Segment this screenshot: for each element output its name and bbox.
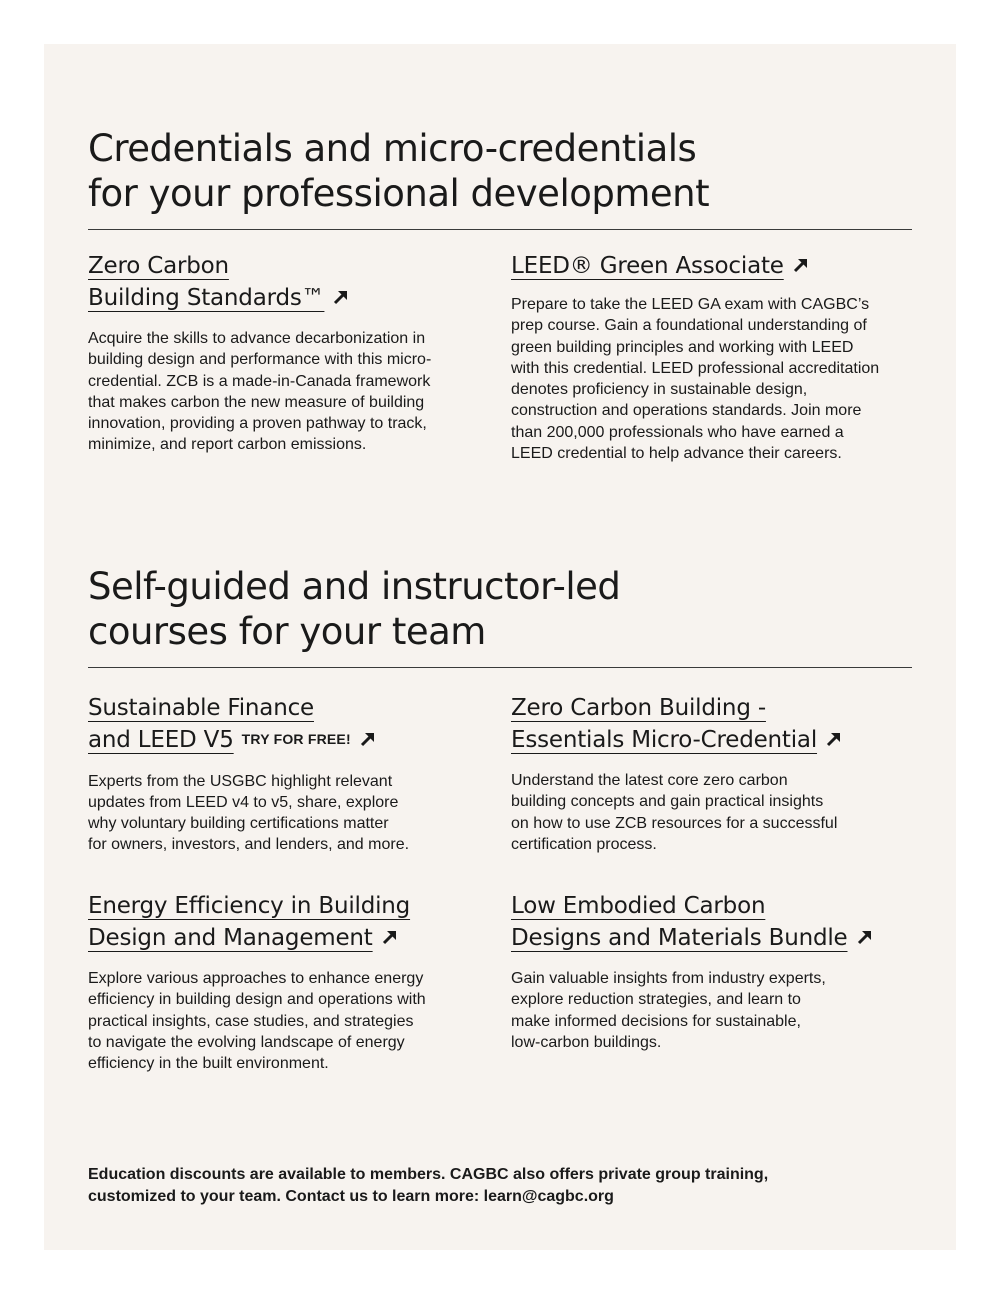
section-title-courses <box>88 564 912 654</box>
card-low-embodied-carbon <box>511 890 921 1053</box>
card-title-line: Zero Carbon Building - <box>511 695 766 721</box>
card-title-line: Design and Management <box>88 925 373 951</box>
card-title-line: Sustainable Finance <box>88 695 314 721</box>
desc-line: certification process. <box>511 835 657 853</box>
desc-line: to navigate the evolving landscape of energy <box>88 1033 405 1051</box>
card-title-line: Designs and Materials Bundle <box>511 925 848 951</box>
section-divider <box>88 667 912 668</box>
arrow-up-right-icon <box>792 256 810 274</box>
desc-line: building design and performance with this micro- <box>88 351 432 369</box>
desc-line: efficiency in the built environment. <box>88 1055 329 1073</box>
card-title-link[interactable] <box>511 692 921 756</box>
desc-line: for owners, investors, and lenders, and more. <box>88 836 410 854</box>
desc-line: efficiency in building design and operations with <box>88 991 426 1009</box>
card-description <box>511 770 921 855</box>
desc-line: low-carbon buildings. <box>511 1033 662 1051</box>
desc-line: make informed decisions for sustainable, <box>511 1012 801 1030</box>
footer-line: customized to your team. Contact us to learn more: learn@cagbc.org <box>88 1187 614 1205</box>
card-description <box>88 771 488 856</box>
desc-line: practical insights, case studies, and strategies <box>88 1012 414 1030</box>
card-description <box>511 968 921 1053</box>
desc-line: innovation, providing a proven pathway to track, <box>88 415 427 433</box>
section-title-credentials <box>88 126 912 216</box>
card-title-line: Zero Carbon <box>88 253 229 279</box>
card-title-link[interactable] <box>88 890 488 954</box>
card-description <box>88 968 488 1074</box>
desc-line: LEED credential to help advance their careers. <box>511 445 842 463</box>
card-title-link[interactable] <box>88 250 488 314</box>
section-title-line: Credentials and micro-credentials <box>88 127 697 170</box>
desc-line: minimize, and report carbon emissions. <box>88 436 367 454</box>
card-zero-carbon-building-essentials <box>511 692 921 855</box>
desc-line: updates from LEED v4 to v5, share, explore <box>88 793 399 811</box>
section-title-line: Self-guided and instructor-led <box>88 565 621 608</box>
desc-line: than 200,000 professionals who have earned a <box>511 423 844 441</box>
card-description <box>511 294 921 464</box>
arrow-up-right-icon <box>332 288 350 306</box>
arrow-up-right-icon <box>825 730 843 748</box>
desc-line: building concepts and gain practical insights <box>511 793 824 811</box>
desc-line: Explore various approaches to enhance energy <box>88 970 424 987</box>
card-title-line: Low Embodied Carbon <box>511 893 766 919</box>
page-panel <box>44 44 956 1250</box>
card-title-line: LEED® Green Associate <box>511 253 784 279</box>
footer-note <box>88 1164 768 1207</box>
card-title-link[interactable] <box>511 250 921 282</box>
desc-line: green building principles and working with LEED <box>511 338 854 356</box>
footer-line: Education discounts are available to members. CAGBC also offers private group training, <box>88 1166 769 1183</box>
desc-line: Understand the latest core zero carbon <box>511 772 788 789</box>
card-description <box>88 328 488 456</box>
card-energy-efficiency <box>88 890 488 1074</box>
card-title-line: Building Standards™ <box>88 285 325 311</box>
card-sustainable-finance-leed-v5 <box>88 692 488 856</box>
section-title-line: for your professional development <box>88 172 710 215</box>
desc-line: explore reduction strategies, and learn to <box>511 991 801 1009</box>
card-leed-green-associate <box>511 250 921 464</box>
desc-line: credential. ZCB is a made-in-Canada framework <box>88 372 431 390</box>
desc-line: Prepare to take the LEED GA exam with CAGBC’s <box>511 296 870 313</box>
desc-line: denotes proficiency in sustainable design, <box>511 381 808 399</box>
section-title-line: courses for your team <box>88 610 486 653</box>
desc-line: Acquire the skills to advance decarbonization in <box>88 330 426 347</box>
card-zero-carbon-building-standards <box>88 250 488 456</box>
section-divider <box>88 229 912 230</box>
desc-line: construction and operations standards. Join more <box>511 402 862 420</box>
free-trial-tag: TRY FOR FREE! <box>241 730 351 747</box>
card-title-line: Essentials Micro-Credential <box>511 727 818 753</box>
desc-line: Experts from the USGBC highlight relevant <box>88 772 393 790</box>
desc-line: on how to use ZCB resources for a successful <box>511 814 838 832</box>
desc-line: prep course. Gain a foundational understanding of <box>511 317 867 335</box>
desc-line: why voluntary building certifications matter <box>88 815 389 833</box>
card-title-link[interactable] <box>88 692 488 757</box>
arrow-up-right-icon <box>381 928 399 946</box>
desc-line: with this credential. LEED professional accreditation <box>511 359 880 377</box>
card-title-line: Energy Efficiency in Building <box>88 893 411 919</box>
card-title-line: and LEED V5 <box>88 727 234 753</box>
desc-line: Gain valuable insights from industry experts, <box>511 970 826 987</box>
card-title-link[interactable] <box>511 890 921 954</box>
arrow-up-right-icon <box>359 730 377 748</box>
desc-line: that makes carbon the new measure of building <box>88 393 425 411</box>
arrow-up-right-icon <box>856 928 874 946</box>
